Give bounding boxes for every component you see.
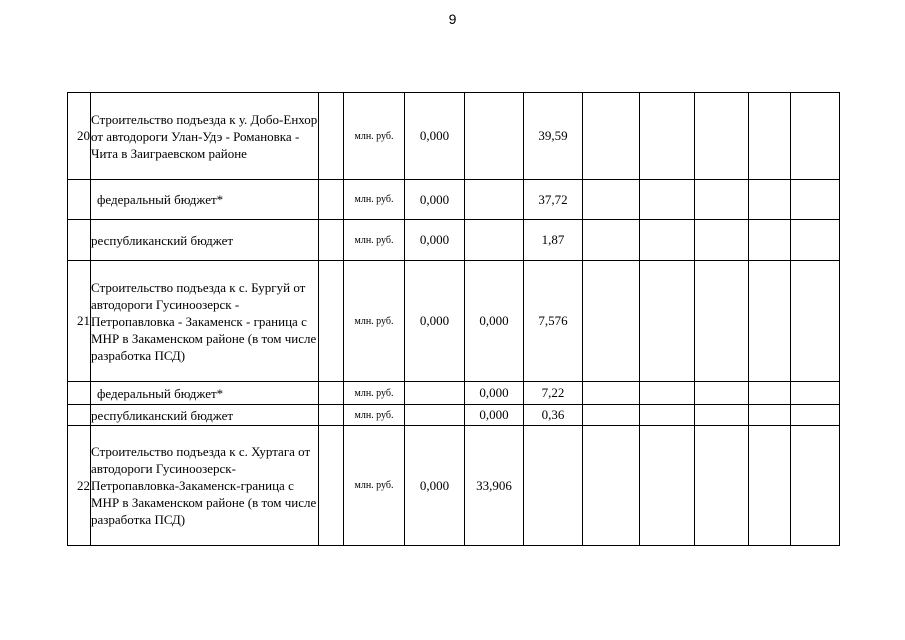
empty-cell	[749, 405, 791, 426]
unit-cell: млн. руб.	[344, 220, 405, 261]
row-number	[68, 382, 91, 405]
table-row	[68, 180, 840, 220]
empty-cell	[583, 405, 640, 426]
value-cell-3: 37,72	[524, 180, 583, 220]
unit-cell: млн. руб.	[344, 93, 405, 180]
unit-cell: млн. руб.	[344, 426, 405, 546]
value-cell-3: 7,576	[524, 261, 583, 382]
value-cell-1	[405, 405, 465, 426]
empty-cell	[640, 261, 695, 382]
empty-cell	[791, 220, 840, 261]
empty-cell	[319, 382, 344, 405]
empty-cell	[583, 382, 640, 405]
unit-cell: млн. руб.	[344, 382, 405, 405]
empty-cell	[640, 180, 695, 220]
value-cell-1: 0,000	[405, 261, 465, 382]
empty-cell	[695, 426, 749, 546]
budget-table	[67, 92, 840, 546]
value-cell-3: 1,87	[524, 220, 583, 261]
empty-cell	[640, 426, 695, 546]
row-number	[68, 220, 91, 261]
empty-cell	[640, 382, 695, 405]
value-cell-1	[405, 382, 465, 405]
value-cell-3	[524, 426, 583, 546]
item-name: Строительство подъезда к с. Бургуй от автодороги Гусиноозерск - Петропавловка - Закаменск - граница с МНР в Закаменском районе (в том числе разработка ПСД)	[91, 261, 319, 382]
empty-cell	[319, 426, 344, 546]
row-number: 21	[68, 261, 91, 382]
empty-cell	[640, 405, 695, 426]
empty-cell	[583, 180, 640, 220]
empty-cell	[695, 220, 749, 261]
empty-cell	[583, 220, 640, 261]
table-row	[68, 93, 840, 180]
value-cell-1: 0,000	[405, 220, 465, 261]
page-number: 9	[448, 11, 457, 27]
empty-cell	[319, 405, 344, 426]
table-row	[68, 261, 840, 382]
empty-cell	[319, 261, 344, 382]
empty-cell	[749, 220, 791, 261]
value-cell-3: 0,36	[524, 405, 583, 426]
empty-cell	[695, 261, 749, 382]
empty-cell	[695, 180, 749, 220]
value-cell-1: 0,000	[405, 426, 465, 546]
table-row	[68, 405, 840, 426]
row-number	[68, 405, 91, 426]
row-number: 22	[68, 426, 91, 546]
empty-cell	[791, 426, 840, 546]
item-name: федеральный бюджет*	[91, 382, 319, 405]
value-cell-2: 0,000	[465, 405, 524, 426]
table-row	[68, 426, 840, 546]
table-row	[68, 382, 840, 405]
table-row	[68, 220, 840, 261]
value-cell-3: 39,59	[524, 93, 583, 180]
empty-cell	[791, 405, 840, 426]
unit-cell: млн. руб.	[344, 261, 405, 382]
empty-cell	[749, 382, 791, 405]
empty-cell	[640, 220, 695, 261]
value-cell-2	[465, 180, 524, 220]
empty-cell	[791, 93, 840, 180]
empty-cell	[583, 426, 640, 546]
empty-cell	[695, 93, 749, 180]
empty-cell	[319, 180, 344, 220]
empty-cell	[791, 261, 840, 382]
empty-cell	[319, 93, 344, 180]
item-name: республиканский бюджет	[91, 220, 319, 261]
value-cell-1: 0,000	[405, 180, 465, 220]
empty-cell	[695, 405, 749, 426]
item-name: Строительство подъезда к у. Добо-Енхор от автодороги Улан-Удэ - Романовка - Чита в Заиграевском районе	[91, 93, 319, 180]
item-name: Строительство подъезда к с. Хуртага от автодороги Гусиноозерск-Петропавловка-Закаменск-граница с МНР в Закаменском районе (в том числе разработка ПСД)	[91, 426, 319, 546]
empty-cell	[583, 261, 640, 382]
item-name: республиканский бюджет	[91, 405, 319, 426]
empty-cell	[749, 261, 791, 382]
empty-cell	[583, 93, 640, 180]
row-number	[68, 180, 91, 220]
value-cell-2: 0,000	[465, 382, 524, 405]
item-name: федеральный бюджет*	[91, 180, 319, 220]
unit-cell: млн. руб.	[344, 180, 405, 220]
empty-cell	[640, 93, 695, 180]
empty-cell	[791, 382, 840, 405]
empty-cell	[319, 220, 344, 261]
unit-cell: млн. руб.	[344, 405, 405, 426]
empty-cell	[749, 426, 791, 546]
value-cell-2	[465, 220, 524, 261]
empty-cell	[695, 382, 749, 405]
value-cell-1: 0,000	[405, 93, 465, 180]
value-cell-2: 33,906	[465, 426, 524, 546]
empty-cell	[749, 93, 791, 180]
value-cell-3: 7,22	[524, 382, 583, 405]
value-cell-2: 0,000	[465, 261, 524, 382]
value-cell-2	[465, 93, 524, 180]
empty-cell	[749, 180, 791, 220]
row-number: 20	[68, 93, 91, 180]
empty-cell	[791, 180, 840, 220]
